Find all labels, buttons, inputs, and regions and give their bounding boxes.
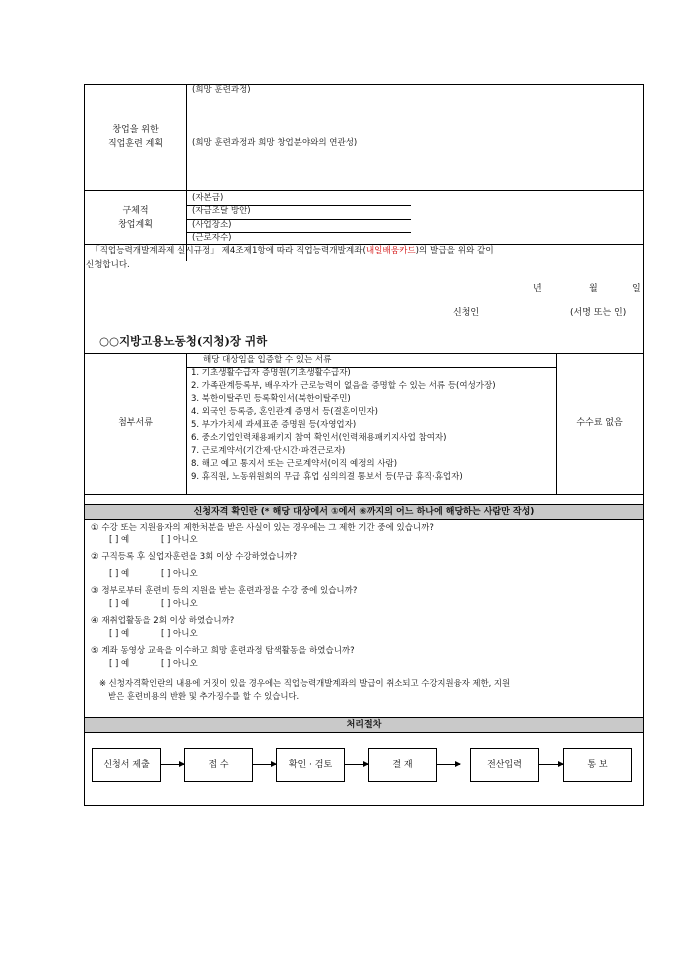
step-review: 확인 · 검토 [276,748,345,782]
q3-no-checkbox[interactable]: [ ] 아니오 [161,599,198,609]
desired-course-field[interactable]: (희망 훈련과정) [192,85,251,95]
list-item: 5. 부가가치세 과세표준 증명원 등(자영업자) [191,420,357,430]
arrow-icon [345,764,368,765]
question-2: ② 구직등록 후 실업자훈련을 3회 이상 수강하였습니까? [91,552,298,562]
list-item: 9. 휴직원, 노동위원회의 무급 휴업 심의의결 통보서 등(무급 휴직·휴업자) [191,472,463,482]
attachments-intro: 해당 대상임을 입증할 수 있는 서류 [203,355,332,365]
list-item: 2. 가족관계등록부, 배우자가 근로능력이 없음을 증명할 수 있는 서류 등(여성가장) [191,381,496,391]
capital-field[interactable]: (자본금) [192,193,224,203]
process-flow [92,748,632,782]
application-form [84,84,644,806]
arrow-icon [539,764,563,765]
q5-yes-checkbox[interactable]: [ ] 예 [109,659,130,669]
recipient: ○○지방고용노동청(지청)장 귀하 [99,334,268,348]
step-approve: 결 재 [368,748,437,782]
step-input: 전산입력 [470,748,539,782]
statement-text: 「직업능력개발계좌제 실시규정」 제4조제1항에 따라 직업능력개발계좌(내일배움카드)의 발급을 위와 같이 [91,246,494,256]
location-field[interactable]: (사업장소) [192,220,232,230]
attachments-label: 첨부서류 [118,418,153,428]
fee-label: 수수료 없음 [576,418,623,428]
arrow-icon [253,764,276,765]
notice-line2: 받은 훈련비용의 반환 및 추가징수를 할 수 있습니다. [108,691,300,701]
step-notify: 통 보 [563,748,632,782]
list-item: 3. 북한이탈주민 등록확인서(북한이탈주민) [191,394,351,404]
statement-line2: 신청합니다. [86,260,130,270]
applicant-label: 신청인 [453,308,480,318]
funding-field[interactable]: (자금조달 방안) [192,206,251,216]
plan-label-divider [186,85,187,261]
month-label: 월 [589,284,598,294]
question-3: ③ 정부로부터 훈련비 등의 지원을 받는 훈련과정을 수강 중에 있습니까? [91,586,358,596]
signature-label: (서명 또는 인) [570,308,627,318]
list-item: 7. 근로계약서(기간제·단시간·파견근로자) [191,446,346,456]
q1-no-checkbox[interactable]: [ ] 아니오 [161,535,198,545]
arrow-icon [437,764,460,765]
list-item: 6. 중소기업인력채용패키지 참여 확인서(인력채용패키지사업 참여자) [191,433,447,443]
divider [186,353,187,494]
question-4: ④ 재취업활동을 2회 이상 하였습니까? [91,616,235,626]
card-name: 내일배움카드 [365,246,416,256]
q3-yes-checkbox[interactable]: [ ] 예 [109,599,130,609]
employees-field[interactable]: (근로자수) [192,233,232,243]
relevance-field[interactable]: (희망 훈련과정과 희망 창업분야와의 연관성) [192,138,358,148]
notice-line1: ※ 신청자격확인란의 내용에 거짓이 있을 경우에는 직업능력개발계좌의 발급이 취소되고 수강지원융자 제한, 지원 [99,678,511,688]
process-title: 처리절차 [85,717,643,733]
q5-no-checkbox[interactable]: [ ] 아니오 [161,659,198,669]
day-label: 일 [632,284,641,294]
year-label: 년 [533,284,542,294]
list-item: 4. 외국인 등록증, 혼인관계 증명서 등(결혼이민자) [191,407,378,417]
divider [85,353,643,354]
divider [85,244,643,245]
list-item: 1. 기초생활수급자 증명원(기초생활수급자) [191,368,351,378]
business-label-1: 구체적 [122,206,149,216]
list-item: 8. 해고 예고 통지서 또는 근로계약서(이직 예정의 사람) [191,459,398,469]
eligibility-title: 신청자격 확인란 (* 해당 대상에서 ①에서 ⑥까지의 어느 하나에 해당하는 사람만 작성) [85,504,643,520]
question-5: ⑤ 계좌 동영상 교육을 이수하고 희망 훈련과정 탐색활동을 하였습니까? [91,646,355,656]
plan-label-1: 창업을 위한 [112,125,159,135]
q2-no-checkbox[interactable]: [ ] 아니오 [161,569,198,579]
q4-yes-checkbox[interactable]: [ ] 예 [109,629,130,639]
arrow-icon [161,764,184,765]
divider [85,494,643,495]
q1-yes-checkbox[interactable]: [ ] 예 [109,535,130,545]
business-label-2: 창업계획 [118,220,153,230]
divider [85,190,643,191]
step-submit: 신청서 제출 [92,748,161,782]
q4-no-checkbox[interactable]: [ ] 아니오 [161,629,198,639]
q2-yes-checkbox[interactable]: [ ] 예 [109,569,130,579]
plan-label-2: 직업훈련 계획 [107,139,164,149]
step-receive: 접 수 [184,748,253,782]
question-1: ① 수강 또는 지원융자의 제한처분을 받은 사실이 있는 경우에는 그 제한 기간 중에 있습니까? [91,523,434,533]
